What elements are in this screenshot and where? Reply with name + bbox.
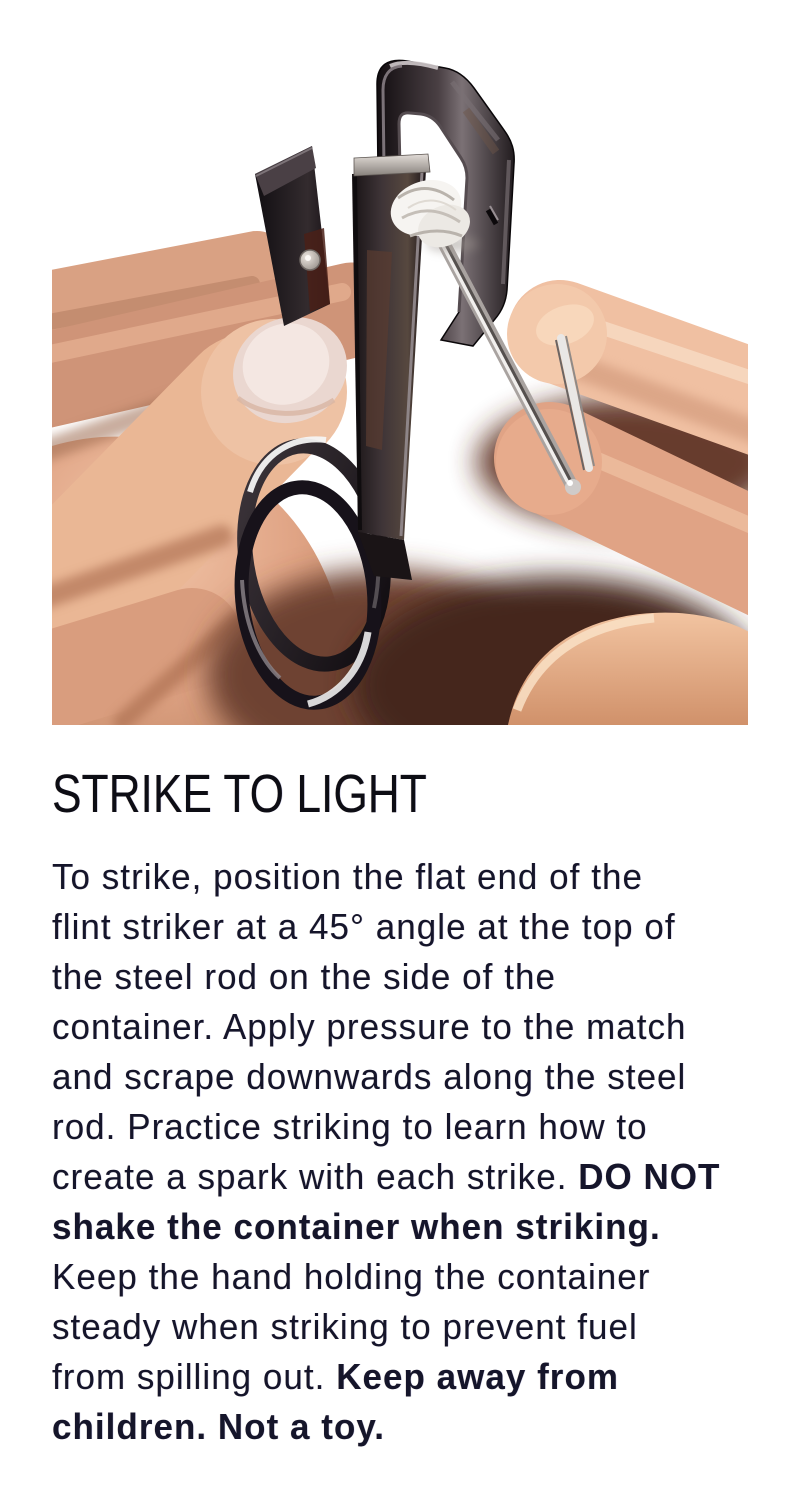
body-text-line: the steel rod on the side of the: [52, 956, 556, 997]
section-body: [52, 852, 731, 1452]
body-text-line: Keep the hand holding the container: [52, 1256, 651, 1297]
product-photo: [52, 20, 748, 725]
product-photo-illustration: [52, 20, 748, 725]
body-text-line: rod. Practice striking to learn how to: [52, 1106, 648, 1147]
body-text-line: create a spark with each strike. DO NOT: [52, 1156, 721, 1197]
body-text-line: from spilling out. Keep away from: [52, 1356, 619, 1397]
body-text-line: and scrape downwards along the steel: [52, 1056, 687, 1097]
body-text-line: To strike, position the flat end of the: [52, 856, 643, 897]
section-heading: STRIKE TO LIGHT: [52, 764, 427, 824]
body-text-line: steady when striking to prevent fuel: [52, 1306, 638, 1347]
container-cap: [354, 154, 430, 176]
body-text-line: children. Not a toy.: [52, 1406, 386, 1447]
body-text-line: shake the container when striking.: [52, 1206, 661, 1247]
body-text-line: container. Apply pressure to the match: [52, 1006, 687, 1047]
body-text-line: flint striker at a 45° angle at the top of: [52, 906, 676, 947]
